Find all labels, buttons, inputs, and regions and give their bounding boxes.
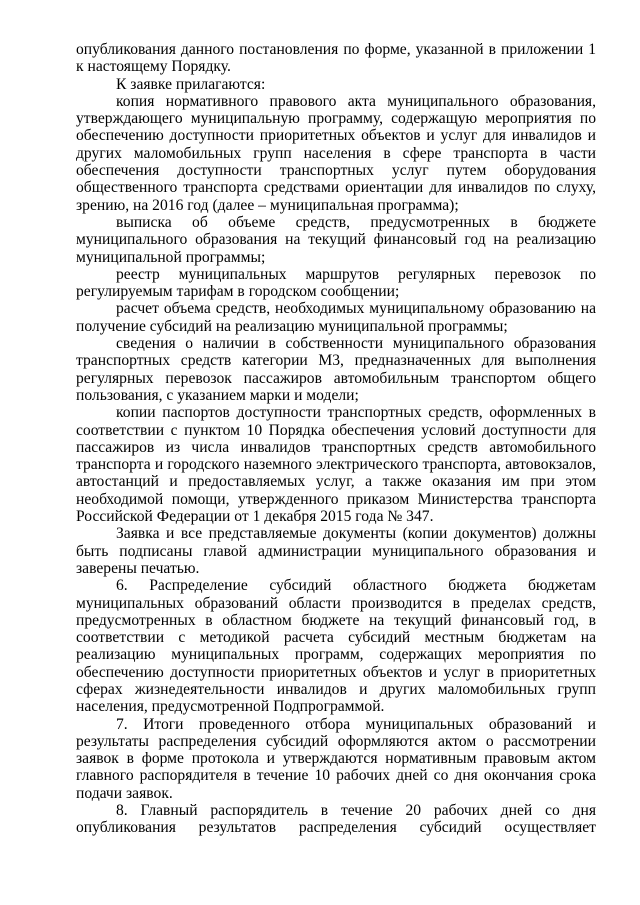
document-page [76, 41, 596, 837]
paragraph-attachments-intro: К заявке прилагаются: [116, 75, 266, 93]
paragraph-item-vehicles-info: сведения о наличии в собственности муниципального образования транспортных средств категории М3, предназначенных для выполнения регулярных перевозок пассажиров автомобильным транспортом общего пользования, с указанием марки и модели; [76, 335, 596, 404]
paragraph-continuation: опубликования данного постановления по форме, указанной в приложении 1 к настоящему Порядку. [76, 41, 596, 76]
paragraph-section-6: 6. Распределение субсидий областного бюджета бюджетам муниципальных образований области производится в пределах средств, предусмотренных в областном бюджете на текущий финансовый год, в соответствии с методикой расчета субсидий местным бюджетам на реализацию муниципальных программ, содержащих мероприятия по обеспечению доступности приоритетных объектов и услуг в приоритетных сферах жизнедеятельности инвалидов и других маломобильных групп населения, предусмотренной Подпрограммой. [76, 577, 596, 716]
paragraph-section-8: 8. Главный распорядитель в течение 20 рабочих дней со дня опубликования результатов распределения субсидий осуществляет [76, 802, 596, 837]
paragraph-item-budget-extract: выписка об объеме средств, предусмотренных в бюджете муниципального образования на текущий финансовый год на реализацию муниципальной программы; [76, 213, 596, 266]
paragraph-signature-requirement: Заявка и все представляемые документы (копии документов) должны быть подписаны главой администрации муниципального образования и заверены печатью. [76, 525, 596, 577]
paragraph-item-passports-copies: копии паспортов доступности транспортных средств, оформленных в соответствии с пунктом 10 Порядка обеспечения условий доступности для пассажиров из числа инвалидов транспортных средств автомобильного транспорта и городского наземного электрического транспорта, автовокзалов, автостанций и предоставляемых услуг, а также оказания им при этом необходимой помощи, утвержденного приказом Министерства транспорта Российской Федерации от 1 декабря 2015 года № 347. [76, 404, 596, 526]
paragraph-section-7: 7. Итоги проведенного отбора муниципальных образований и результаты распределения субсидий оформляются актом о рассмотрении заявок в форме протокола и утверждаются нормативным правовым актом главного распорядителя в течение 10 рабочих дней со дня окончания срока подачи заявок. [76, 715, 596, 802]
paragraph-item-normative-act-copy: копия нормативного правового акта муниципального образования, утверждающего муниципальную программу, содержащую мероприятия по обеспечению доступности приоритетных объектов и услуг для инвалидов и других маломобильных групп населения в сфере транспорта в части обеспечения доступности транспортных услуг путем оборудования общественного транспорта средствами ориентации для инвалидов по слуху, зрению, на 2016 год (далее – муниципальная программа); [76, 92, 596, 214]
paragraph-item-routes-registry: реестр муниципальных маршрутов регулярных перевозок по регулируемым тарифам в городском сообщении; [76, 265, 596, 301]
paragraph-item-funds-calculation: расчет объема средств, необходимых муниципальному образованию на получение субсидий на реализацию муниципальной программы; [76, 300, 596, 335]
